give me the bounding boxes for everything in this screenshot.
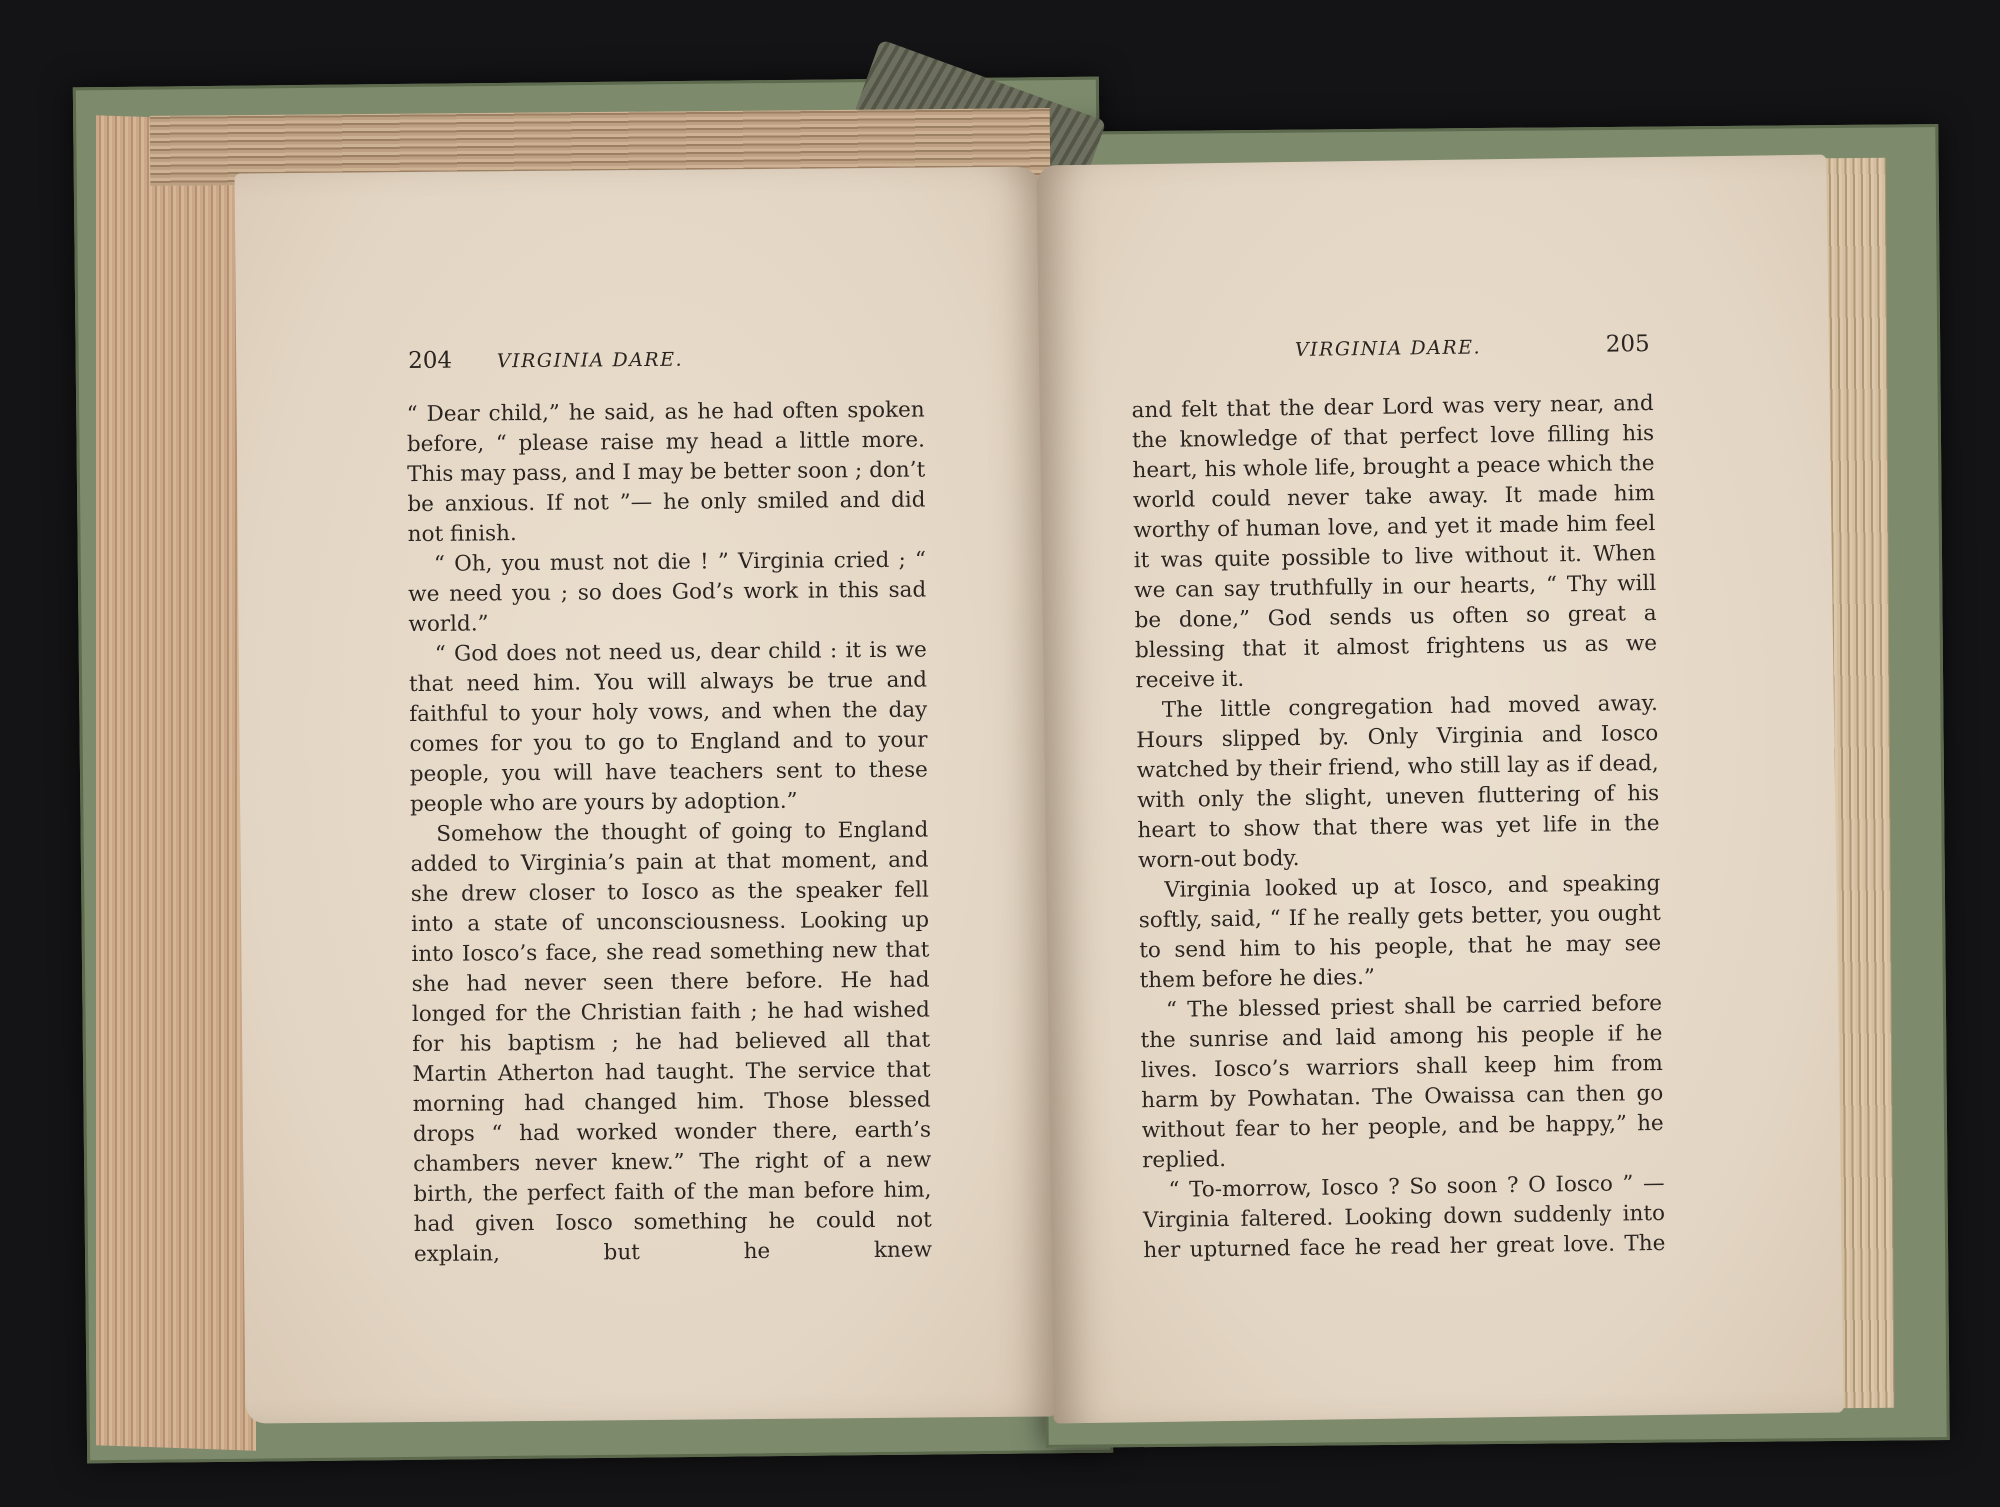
paragraph: The little congregation had moved away. Hours slipped by. Only Virginia and Iosco watched by their friend, who still lay as if dead, with only the slight, uneven fluttering of his heart to show that there was yet life in the worn-out body. <box>1136 690 1660 874</box>
right-running-title: VIRGINIA DARE. <box>1294 336 1482 361</box>
left-page-number: 204 <box>408 347 453 375</box>
left-page-text <box>407 396 933 1270</box>
left-running-title: VIRGINIA DARE. <box>496 348 684 373</box>
paragraph: “ The blessed priest shall be carried before the sunrise and laid among his people if he lives. Iosco’s warriors shall keep him from harm by Powhatan. The Owaissa can then go without fear to her people, and be happy,” he replied. <box>1140 990 1664 1174</box>
left-running-head <box>408 346 683 374</box>
paragraph: “ Oh, you must not die ! ” Virginia cried ; “ we need you ; so does God’s work in this sad world.” <box>408 547 927 638</box>
right-page-text <box>1131 389 1665 1266</box>
right-running-head <box>1295 331 1650 362</box>
paragraph: Somehow the thought of going to England added to Virginia’s pain at that moment, and she drew closer to Iosco as the speaker fell into a state of unconsciousness. Looking up into Iosco’s face, she read something new that she had never seen there before. He had longed for the Christian faith ; he had wished for his baptism ; he had believed all that Martin Atherton had taught. The service that morning had changed him. Those blessed drops “ had worked wonder there, earth’s chambers never knew.” The right of a new birth, the perfect faith of the man before him, had given Iosco something he could not explain, but he knew <box>410 817 933 1268</box>
paragraph: Virginia looked up at Iosco, and speaking softly, said, “ If he really gets better, you ought to send him to his people, that he may see them before he dies.” <box>1138 870 1662 994</box>
paragraph: “ To-morrow, Iosco ? So soon ? O Iosco ” — Virginia faltered. Looking down suddenly into her upturned face he read her great love. The <box>1142 1170 1666 1264</box>
paragraph: “ Dear child,” he said, as he had often spoken before, “ please raise my head a little more. This may pass, and I may be better soon ; don’t be anxious. If not ”— he only smiled and did not finish. <box>406 397 926 548</box>
right-page <box>1036 155 1843 1424</box>
paragraph: “ God does not need us, dear child : it is we that need him. You will always be true and faithful to your holy vows, and when the day comes for you to go to England and to your people, you will have teachers sent to these people who are yours by adoption.” <box>408 637 928 818</box>
left-page <box>235 166 1056 1423</box>
page-edges-left <box>96 115 256 1451</box>
paragraph: and felt that the dear Lord was very near, and the knowledge of that perfect love filling his heart, his whole life, brought a peace which the world could never take away. It made him worthy of human love, and yet it made him feel it was quite possible to live without it. When we can say truthfully in our hearts, “ Thy will be done,” God sends us often so great a blessing that it almost frightens us as we receive it. <box>1131 390 1658 694</box>
right-page-number: 205 <box>1605 331 1650 358</box>
